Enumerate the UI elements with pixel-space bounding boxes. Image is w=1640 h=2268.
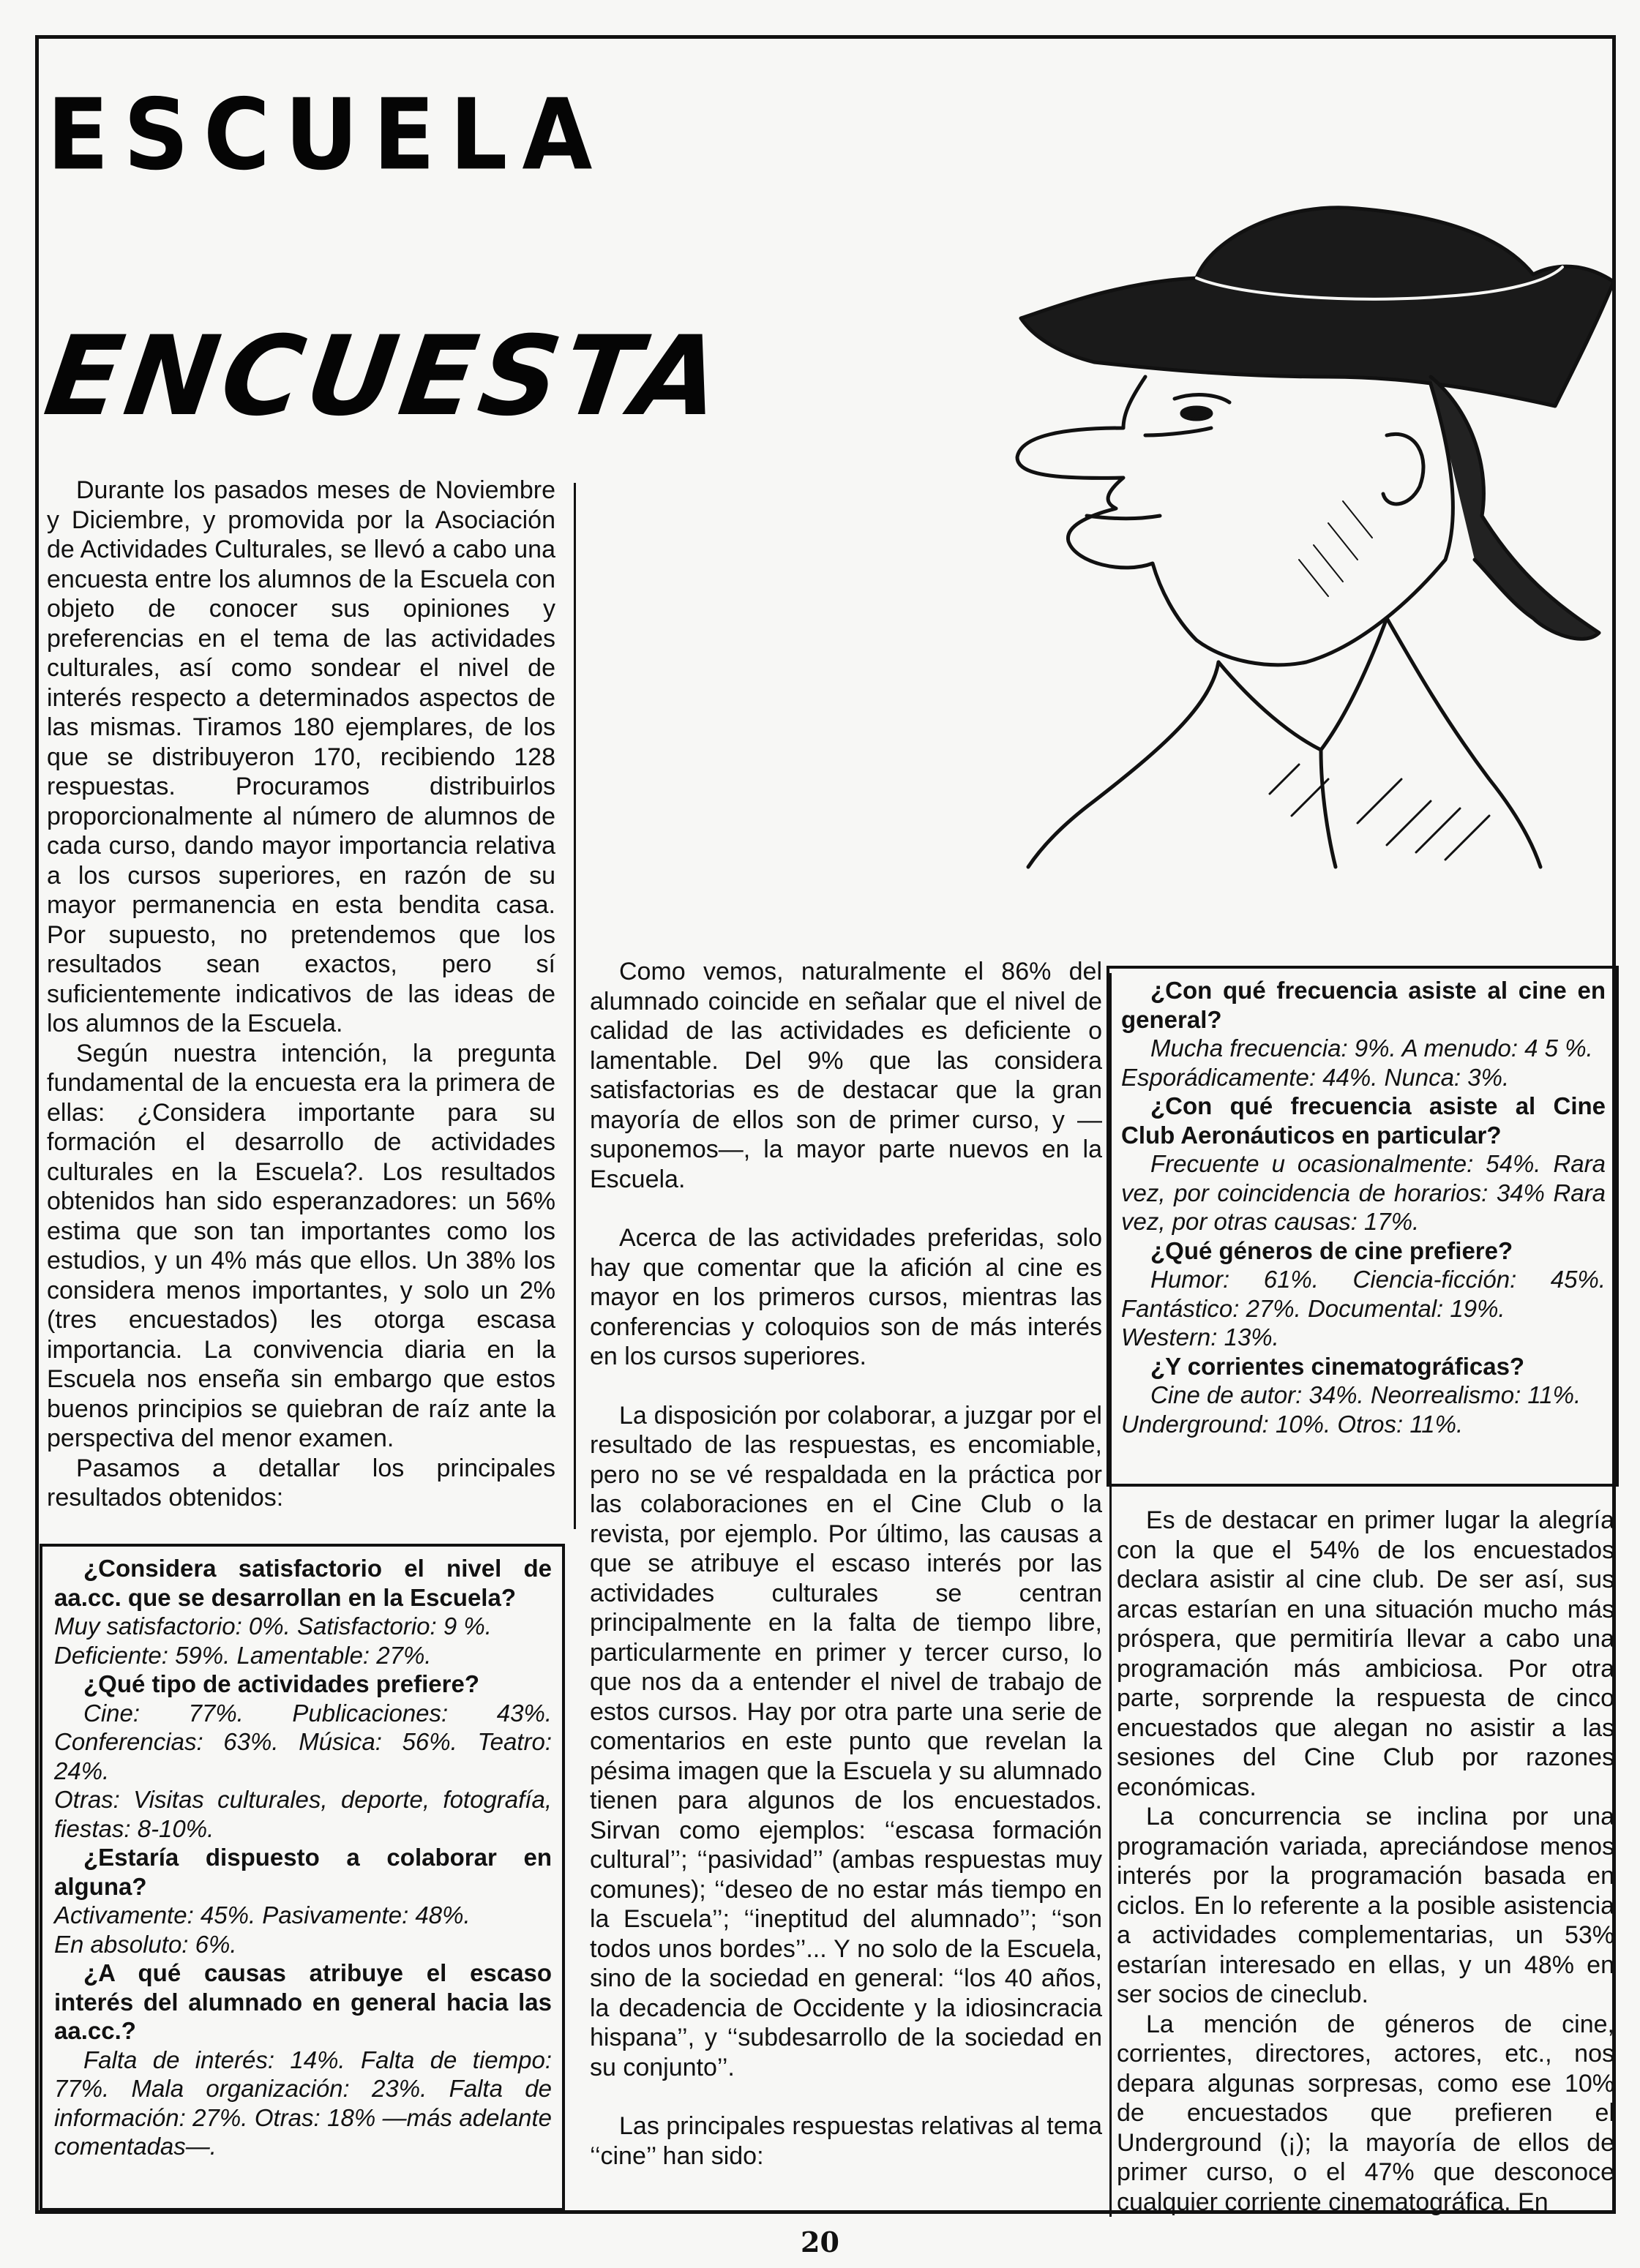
survey-answer: Esporádicamente: 44%. Nunca: 3%.	[1121, 1063, 1510, 1091]
column-divider	[574, 483, 576, 1529]
article-column-2	[590, 957, 1102, 2171]
paragraph: Las principales respuestas relativas al tema ‘‘cine’’ han sido:	[590, 2112, 1102, 2170]
paragraph: Es de destacar en primer lugar la alegría con la que el 54% de los encuestados declara asistir al cine club. De ser así, sus arcas estarían en una situación mucho más próspera, que permitiría llevar a cabo una programación más ambiciosa. Por otra parte, sorprende la respuesta de cinco encuestados que alegan no asistir a las sesiones del Cine Club por razones económicas.	[1117, 1506, 1614, 1801]
survey-answer: Western: 13%.	[1121, 1323, 1279, 1351]
paragraph: Según nuestra intención, la pregunta fundamental de la encuesta era la primera de ellas: ¿Considera importante para su formación el desarrollo de actividades culturales en la Escuela?. Los resultados obtenidos han sido esperanzadores: un 56% estima que son tan importantes como los estudios, y un 4% más que ellos. Un 38% los considera menos importantes, y solo un 2% (tres encuestados) les otorga escasa importancia. La convivencia diaria en la Escuela nos enseña sin embargo que estos buenos principios se quiebran de raíz ante la perspectiva del menor examen.	[47, 1039, 555, 1452]
intro-paragraph: Durante los pasados meses de Noviembre y Diciembre, y promovida por la Asociación de Actividades Culturales, se llevó a cabo una encuesta entre los alumnos de la Escuela con objeto de conocer sus opiniones y preferencias en el tema de las actividades culturales, así como sondear el nivel de interés respecto a determinados aspectos de las mismas. Tiramos 180 ejemplares, de los que se distribuyeron 170, recibiendo 128 respuestas. Procuramos distribuirlos proporcionalmente al número de alumnos de cada curso, dando mayor importancia relativa a los cursos superiores, en razón de su mayor permanencia en esta bendita casa. Por supuesto, no pretendemos que los resultados sean exactos, pero sí suficientemente indicativos de las ideas de los alumnos de la Escuela.	[47, 476, 555, 1037]
survey-answer: Deficiente: 59%. Lamentable: 27%.	[54, 1641, 432, 1669]
paragraph: Acerca de las actividades preferidas, solo hay que comentar que la afición al cine es mayor en los primeros cursos, mientras las conferencias y coloquios son de más interés en los cursos superiores.	[590, 1224, 1102, 1370]
survey-answer: Otras: Visitas culturales, deporte, fotografía, fiestas: 8-10%.	[54, 1786, 552, 1842]
survey-question: ¿Qué tipo de actividades prefiere?	[83, 1670, 479, 1697]
survey-question: ¿Considera satisfactorio el nivel de aa.cc. que se desarrollan en la Escuela?	[54, 1555, 552, 1611]
survey-results-box	[40, 1544, 565, 2211]
paragraph: La concurrencia se inclina por una programación variada, apreciándose menos interés por la programación basada en ciclos. En lo referente a la posible asistencia a actividades complementarias, un 53% estarían interesado en ellas, y un 48% en ser socios de cineclub.	[1117, 1803, 1614, 2008]
survey-answer: Frecuente u ocasionalmente: 54%. Rara vez, por coincidencia de horarios: 34% Rara vez, por otras causas: 17%.	[1121, 1150, 1606, 1235]
survey-answer: Mucha frecuencia: 9%. A menudo: 4 5 %.	[1150, 1035, 1593, 1062]
survey-answer: En absoluto: 6%.	[54, 1930, 237, 1958]
survey-question: ¿A qué causas atribuye el escaso interés del alumnado en general hacia las aa.cc.?	[54, 1959, 552, 2044]
paragraph: Pasamos a detallar los principales resultados obtenidos:	[47, 1454, 555, 1512]
page-number: 20	[801, 2226, 839, 2258]
article-column-1	[47, 476, 555, 1513]
article-column-3	[1117, 1506, 1614, 2217]
survey-answer: Underground: 10%. Otros: 11%.	[1121, 1410, 1464, 1438]
survey-question: ¿Estaría dispuesto a colaborar en alguna?	[54, 1844, 552, 1900]
survey-question: ¿Qué géneros de cine prefiere?	[1150, 1236, 1513, 1264]
survey-answer: Cine: 77%. Publicaciones: 43%. Conferencias: 63%. Música: 56%. Teatro: 24%.	[54, 1699, 552, 1784]
survey-answer: Cine de autor: 34%. Neorrealismo: 11%.	[1150, 1381, 1581, 1408]
survey-answer: Muy satisfactorio: 0%. Satisfactorio: 9 %.	[54, 1612, 492, 1640]
survey-answer: Activamente: 45%. Pasivamente: 48%.	[54, 1901, 471, 1929]
section-title: ESCUELA	[47, 78, 607, 192]
paragraph: Como vemos, naturalmente el 86% del alumnado coincide en señalar que el nivel de calidad de las actividades es deficiente o lamentable. Del 9% que las considera satisfactorias es de destacar que la gran mayoría de ellos son de primer curso, y —suponemos—, la mayor parte nuevos en la Escuela.	[590, 958, 1102, 1193]
survey-question: ¿Con qué frecuencia asiste al cine en general?	[1121, 977, 1606, 1033]
survey-question: ¿Con qué frecuencia asiste al Cine Club Aeronáuticos en particular?	[1121, 1092, 1606, 1149]
article-headline: ENCUESTA	[37, 313, 733, 440]
cinema-results-box	[1107, 966, 1619, 1487]
survey-answer: Humor: 61%. Ciencia-ficción: 45%. Fantástico: 27%. Documental: 19%.	[1121, 1266, 1606, 1322]
paragraph: La mención de géneros de cine, corrientes, directores, actores, etc., nos depara algunas sorpresas, como ese 10% de encuestados que prefieren el Underground (¡); la mayoría de ellos de primer curso, o el 47% que desconoce cualquier corriente cinematográfica. En	[1117, 2010, 1614, 2216]
survey-question: ¿Y corrientes cinematográficas?	[1150, 1352, 1525, 1380]
paragraph: La disposición por colaborar, a juzgar por el resultado de las respuestas, es encomiable, pero no se vé respaldada en la práctica por las colaboraciones en el Cine Club o la revista, por ejemplo. Por último, las causas a que se atribuye el escaso interés por las actividades culturales se centran principalmente en la falta de tiempo libre, particularmente en primer y tercer curso, lo que nos da a entender el nivel de trabajo de estos cursos. Hay por otra parte una serie de comentarios en este punto que revelan la pésima imagen que la Escuela y su alumnado tienen para algunos de los encuestados. Sirvan como ejemplos: ‘‘escasa formación cultural’’; ‘‘pasividad’’ (ambas respuestas muy comunes); ‘‘deseo de no estar más tiempo en la Escuela’’; ‘‘ineptitud del alumnado’’; ‘‘son todos unos bordes’’... Y no solo de la Escuela, sino de la sociedad en general: ‘‘los 40 años, la decadencia de Occidente y la idiosincracia hispana’’, y ‘‘subdesarrollo de la sociedad en su conjunto’’.	[590, 1401, 1102, 2081]
survey-answer: Falta de interés: 14%. Falta de tiempo: 77%. Mala organización: 23%. Falta de información: 27%. Otras: 18% —más adelante comentadas—.	[54, 2046, 552, 2160]
caricature-illustration	[977, 194, 1625, 874]
